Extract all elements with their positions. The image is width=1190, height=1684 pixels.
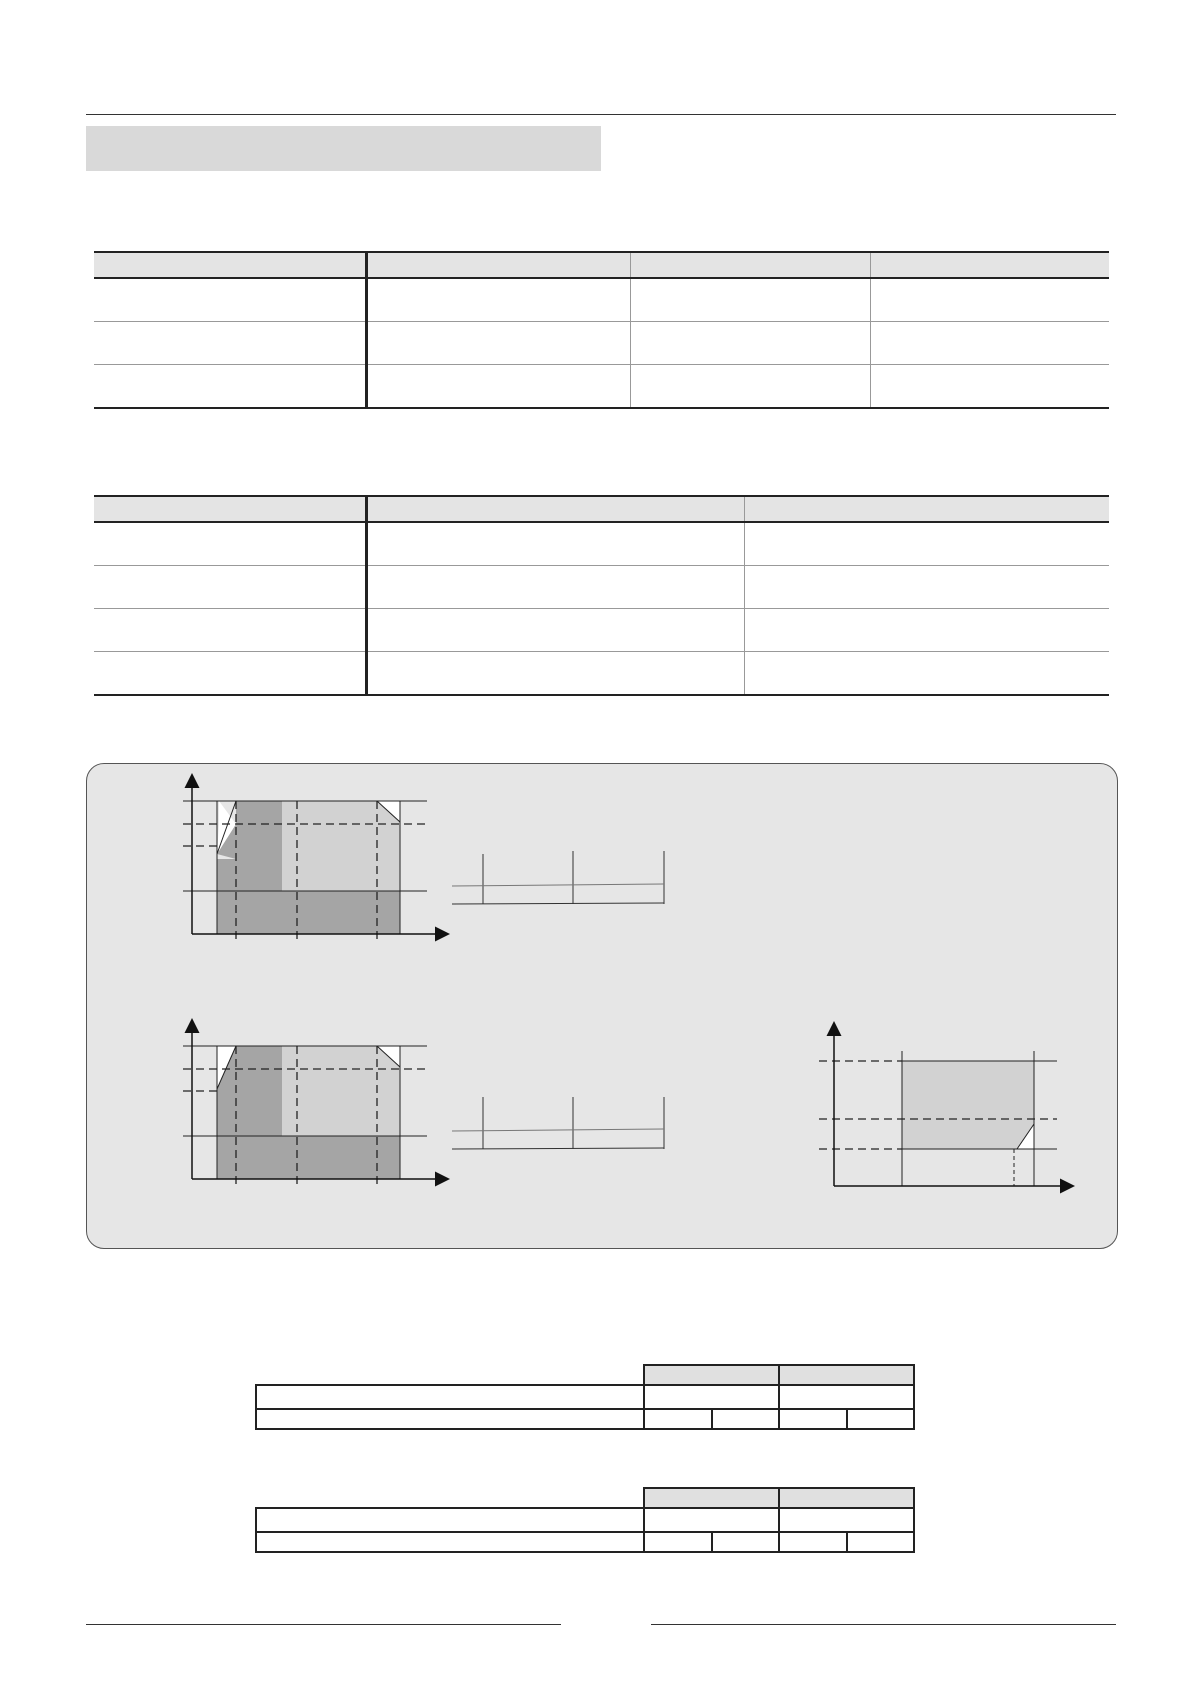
dark-band [282, 1136, 400, 1179]
summary-value-cell [643, 1408, 713, 1430]
table-cell [366, 522, 744, 566]
summary-value-cell [643, 1384, 780, 1410]
table-cell [744, 566, 1109, 609]
table-cell [366, 566, 744, 609]
table-header-cell [94, 496, 366, 522]
table-cell [630, 278, 870, 322]
summary-header-cell [643, 1487, 780, 1509]
operating-range-graph-3 [819, 1024, 1072, 1186]
diagram-panel [86, 763, 1118, 1249]
table-header-cell [744, 496, 1109, 522]
summary-value-cell [711, 1531, 780, 1553]
table-header-cell [94, 252, 366, 278]
sketch-line [452, 1148, 664, 1149]
light-region [902, 1061, 1034, 1149]
summary-header-cell [778, 1487, 915, 1509]
table-header-row [94, 252, 1109, 278]
summary-row-label [255, 1531, 645, 1553]
table-cell [870, 322, 1109, 365]
table-cell [94, 365, 366, 409]
table-cell [630, 322, 870, 365]
table-header-cell [366, 496, 744, 522]
table-cell [870, 365, 1109, 409]
table-row [94, 652, 1109, 696]
table-row [94, 322, 1109, 365]
summary-value-cell [846, 1408, 915, 1430]
section-title-bar [86, 126, 601, 171]
summary-row-label [255, 1384, 645, 1410]
table-row [94, 566, 1109, 609]
table-row [94, 522, 1109, 566]
summary-value-cell [778, 1531, 848, 1553]
footer-rule-left [86, 1624, 561, 1625]
table-cell [366, 322, 630, 365]
table-cell [366, 278, 630, 322]
table-cell [870, 278, 1109, 322]
summary-value-cell [778, 1384, 915, 1410]
summary-row-label [255, 1408, 645, 1430]
table-cell [94, 652, 366, 696]
summary-row-label [255, 1507, 645, 1533]
summary-value-cell [711, 1408, 780, 1430]
top-rule [86, 114, 1116, 115]
table-header-row [94, 496, 1109, 522]
table-cell [94, 609, 366, 652]
spec-table-a [94, 251, 1109, 409]
table-header-cell [870, 252, 1109, 278]
sketch-line [452, 903, 664, 904]
dark-band-left [217, 859, 236, 934]
table-cell [366, 365, 630, 409]
diagram-canvas [87, 764, 1117, 1248]
table-cell [94, 522, 366, 566]
operating-range-graph-2 [183, 1021, 447, 1184]
operating-range-graph-1 [183, 776, 447, 939]
table-cell [744, 609, 1109, 652]
table-cell [94, 322, 366, 365]
table-cell [94, 566, 366, 609]
footer-rule-right [651, 1624, 1116, 1625]
table-row [94, 365, 1109, 409]
sketch-line [452, 1129, 664, 1131]
table-cell [94, 278, 366, 322]
summary-value-cell [778, 1507, 915, 1533]
table-header-cell [630, 252, 870, 278]
table-row [94, 278, 1109, 322]
summary-value-cell [643, 1507, 780, 1533]
legend-sketch-2 [452, 1097, 664, 1149]
legend-sketch-1 [452, 851, 664, 904]
summary-header-cell [643, 1364, 780, 1386]
summary-header-cell [778, 1364, 915, 1386]
summary-value-cell [643, 1531, 713, 1553]
table-cell [744, 522, 1109, 566]
summary-table-2 [255, 1487, 920, 1569]
summary-value-cell [846, 1531, 915, 1553]
dark-band [282, 891, 400, 934]
table-cell [366, 652, 744, 696]
table-header-cell [366, 252, 630, 278]
spec-table-b [94, 495, 1109, 696]
table-row [94, 609, 1109, 652]
summary-value-cell [778, 1408, 848, 1430]
table-cell [630, 365, 870, 409]
summary-table-1 [255, 1364, 920, 1446]
table-cell [366, 609, 744, 652]
sketch-line [452, 884, 664, 886]
table-cell [744, 652, 1109, 696]
